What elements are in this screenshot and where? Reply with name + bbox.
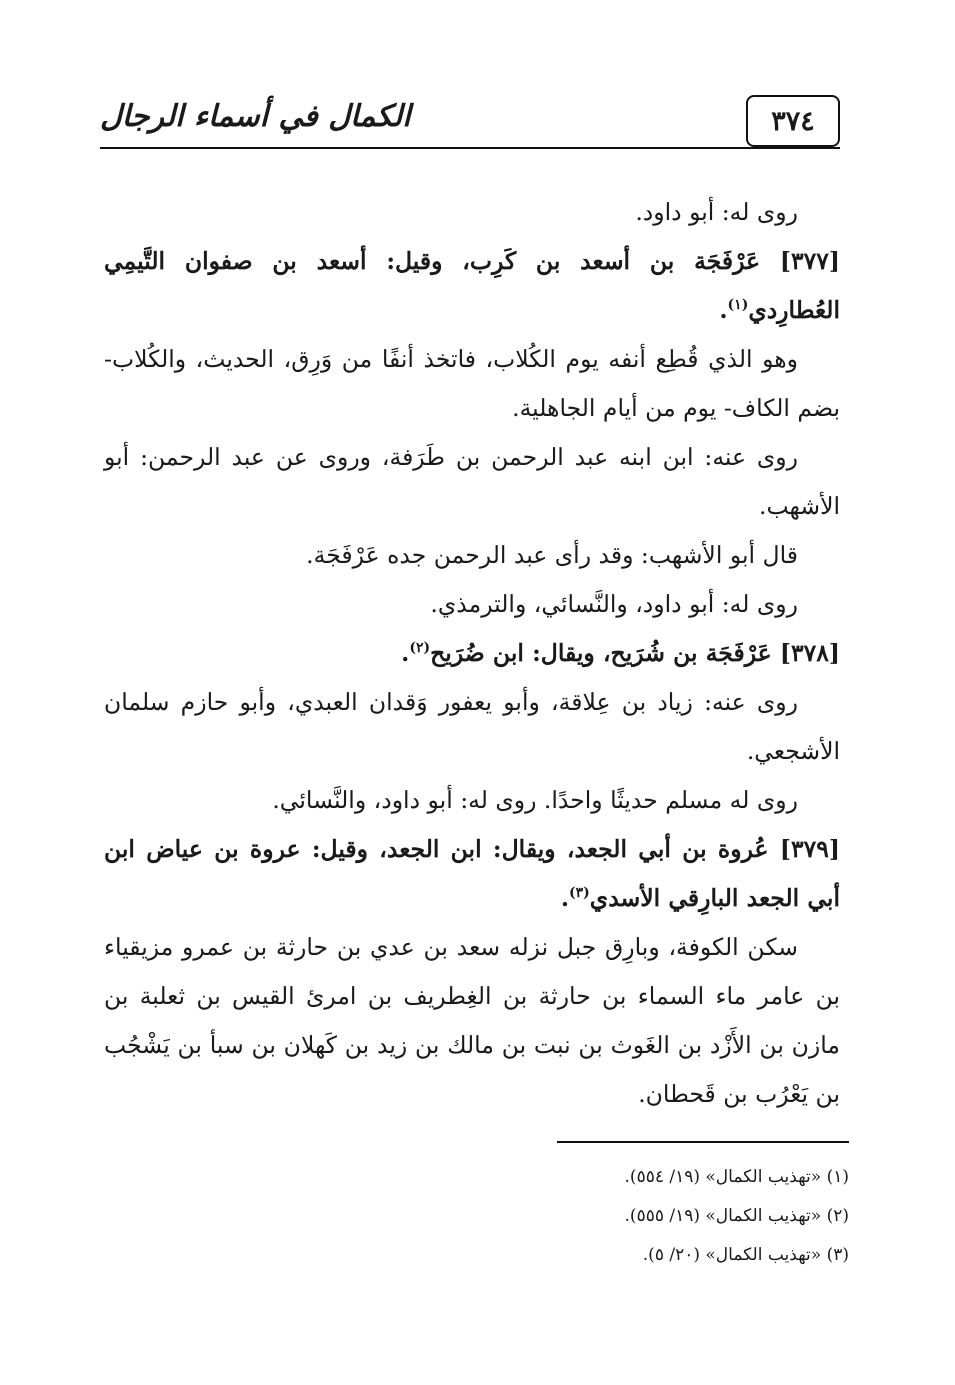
body-paragraph: روى له: أبو داود، والنَّسائي، والترمذي. <box>430 590 798 618</box>
footnotes <box>349 1158 849 1275</box>
entry-number: [٣٧٩] <box>779 835 840 863</box>
body-paragraph: روى عنه: زياد بن عِلاقة، وأبو يعفور وَقدان العبدي، وأبو حازم سلمان الأشجعي. <box>104 688 840 765</box>
book-title: الكمال في أسماء الرجال <box>100 99 411 134</box>
footnote-marker: (٢) <box>409 640 431 657</box>
biography-entry-heading <box>104 825 840 923</box>
header-rule <box>100 147 840 149</box>
biography-entry-heading <box>104 237 840 335</box>
body-paragraph: روى عنه: ابن ابنه عبد الرحمن بن طَرَفة، وروى عن عبد الرحمن: أبو الأشهب. <box>104 443 840 520</box>
body-paragraph: سكن الكوفة، وبارِق جبل نزله سعد بن عدي بن حارثة بن عمرو مزيقياء بن عامر ماء السماء بن حارثة بن الغِطريف بن امرئ القيس بن ثعلبة بن مازن بن الأَزْد بن الغَوث بن نبت بن مالك بن زيد بن كَهلان بن سبأ بن يَشْجُب بن يَعْرُب بن قَحطان. <box>104 933 840 1108</box>
entry-tail: . <box>560 884 570 912</box>
entry-name: عَرْفَجَة بن شُرَيح، ويقال: ابن ضُرَيح <box>430 639 772 667</box>
main-text <box>104 188 840 1119</box>
entry-name: عُروة بن أبي الجعد، ويقال: ابن الجعد، وقيل: عروة بن عياض ابن أبي الجعد البارِقي الأسدي <box>104 835 840 912</box>
biography-entry-heading <box>104 629 840 678</box>
body-paragraph: روى له: أبو داود. <box>635 198 798 226</box>
entry-name: عَرْفَجَة بن أسعد بن كَرِب، وقيل: أسعد بن صفوان التَّيمِي العُطارِدي <box>104 247 840 324</box>
entry-tail: . <box>719 296 728 324</box>
body-paragraph: قال أبو الأشهب: وقد رأى عبد الرحمن جده عَرْفَجَة. <box>306 541 798 569</box>
footnote: (٢) «تهذيب الكمال» (١٩/ ٥٥٥). <box>624 1206 849 1226</box>
footnote-rule <box>557 1141 849 1143</box>
entry-number: [٣٧٨] <box>779 639 840 667</box>
running-header <box>100 95 840 151</box>
footnote: (١) «تهذيب الكمال» (١٩/ ٥٥٤). <box>624 1167 849 1187</box>
entry-number: [٣٧٧] <box>779 247 841 275</box>
footnote-marker: (١) <box>727 297 749 314</box>
page-number-box: ٣٧٤ <box>746 95 840 147</box>
entry-tail: . <box>401 639 410 667</box>
body-paragraph: وهو الذي قُطِع أنفه يوم الكُلاب، فاتخذ أنفًا من وَرِق، الحديث، والكُلاب- بضم الكاف- يوم من أيام الجاهلية. <box>104 345 840 422</box>
footnote: (٣) «تهذيب الكمال» (٢٠/ ٥). <box>642 1245 849 1265</box>
body-paragraph: روى له مسلم حديثًا واحدًا. روى له: أبو داود، والنَّسائي. <box>272 786 798 814</box>
footnote-marker: (٣) <box>569 885 590 902</box>
